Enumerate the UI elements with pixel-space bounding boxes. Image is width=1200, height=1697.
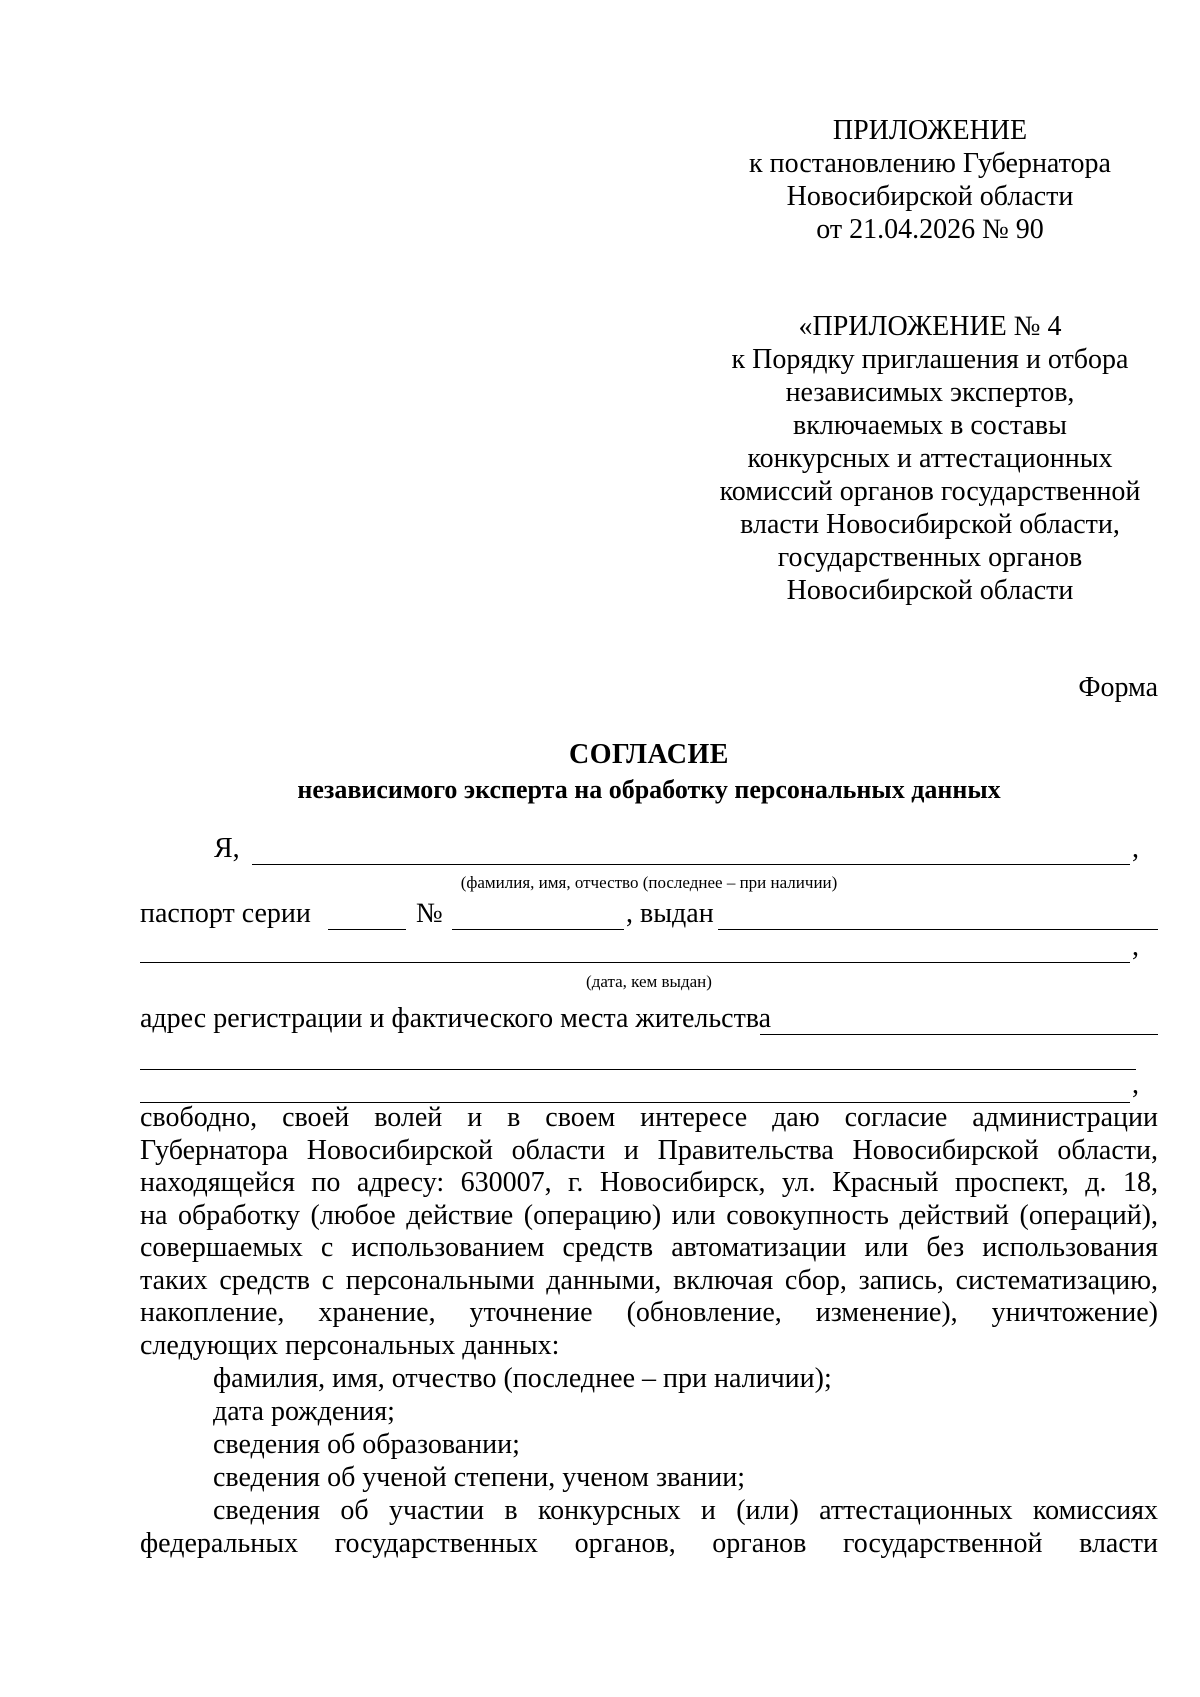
fio-row (140, 831, 1158, 871)
address-comma: , (1132, 1069, 1139, 1100)
form-label: Форма (1078, 672, 1158, 703)
appendix-4-line: независимых экспертов, (785, 377, 1075, 408)
document-title: СОГЛАСИЕ (569, 739, 729, 770)
issued-label: , выдан (626, 898, 714, 929)
consent-line: на обработку (любое действие (операцию) или совокупность действий (операций), (140, 1199, 1158, 1231)
fio-comma: , (1132, 833, 1139, 864)
consent-line: свободно, своей волей и в своем интересе даю согласие администрации (140, 1102, 1158, 1133)
issued-hint: (дата, кем выдан) (586, 972, 712, 991)
list-item: дата рождения; (213, 1396, 395, 1427)
appendix-4-line: власти Новосибирской области, (740, 509, 1120, 540)
appendix-4-line: Новосибирской области (786, 575, 1074, 606)
consent-line: таких средств с персональными данными, включая сбор, запись, систематизацию, (140, 1264, 1158, 1296)
list-item: фамилия, имя, отчество (последнее – при наличии); (213, 1363, 832, 1394)
i-label: Я, (214, 833, 240, 864)
issued-comma: , (1132, 931, 1139, 962)
consent-line: совершаемых с использованием средств автоматизации или без использования (140, 1232, 1158, 1263)
appendix-4-line: государственных органов (777, 542, 1083, 573)
list-item-participation (140, 1494, 1158, 1527)
address-row-3 (140, 1067, 1158, 1107)
appendix-4-line: к Порядку приглашения и отбора (731, 344, 1129, 375)
list-item: сведения об образовании; (213, 1429, 520, 1460)
appendix-title: ПРИЛОЖЕНИЕ (832, 115, 1028, 146)
list-item-participation-line2: федеральных государственных органов, органов государственной власти (140, 1528, 1158, 1559)
passport-number-label: № (416, 898, 443, 929)
consent-line: следующих персональных данных: (140, 1329, 560, 1361)
list-item: сведения об ученой степени, ученом звании; (213, 1462, 746, 1493)
issued-date-field[interactable] (140, 962, 1130, 963)
appendix-4-line: включаемых в составы (793, 410, 1067, 441)
appendix-date-number: от 21.04.2026 № 90 (816, 214, 1044, 245)
consent-line: накопление, хранение, уточнение (обновление, изменение), уничтожение) (140, 1297, 1158, 1328)
consent-line: Губернатора Новосибирской области и Правительства Новосибирской области, (140, 1134, 1158, 1166)
address-label: адрес регистрации и фактического места жительства (140, 1003, 772, 1034)
appendix-4-line: конкурсных и аттестационных (747, 443, 1113, 474)
issued-date-row (140, 929, 1158, 969)
appendix-4-header (680, 310, 1180, 607)
document-title-block (140, 737, 1158, 807)
consent-paragraph (140, 1102, 1158, 1362)
fio-field[interactable] (252, 864, 1130, 865)
list-item-participation-line1: сведения об участии в конкурсных и (или) аттестационных комиссиях (213, 1495, 1158, 1526)
consent-line: находящейся по адресу: 630007, г. Новосибирск, ул. Красный проспект, д. 18, (140, 1167, 1158, 1198)
appendix-4-line: комиссий органов государственной (719, 476, 1141, 507)
appendix-4-line: «ПРИЛОЖЕНИЕ № 4 (798, 311, 1062, 342)
document-subtitle: независимого эксперта на обработку персональных данных (297, 775, 1001, 804)
appendix-decree-line: к постановлению Губернатора (749, 148, 1111, 179)
passport-series-label: паспорт серии (140, 898, 311, 929)
appendix-header (680, 114, 1180, 246)
appendix-region-line: Новосибирской области (786, 181, 1074, 212)
fio-hint: (фамилия, имя, отчество (последнее – при наличии) (460, 873, 838, 892)
personal-data-list (140, 1362, 1158, 1560)
